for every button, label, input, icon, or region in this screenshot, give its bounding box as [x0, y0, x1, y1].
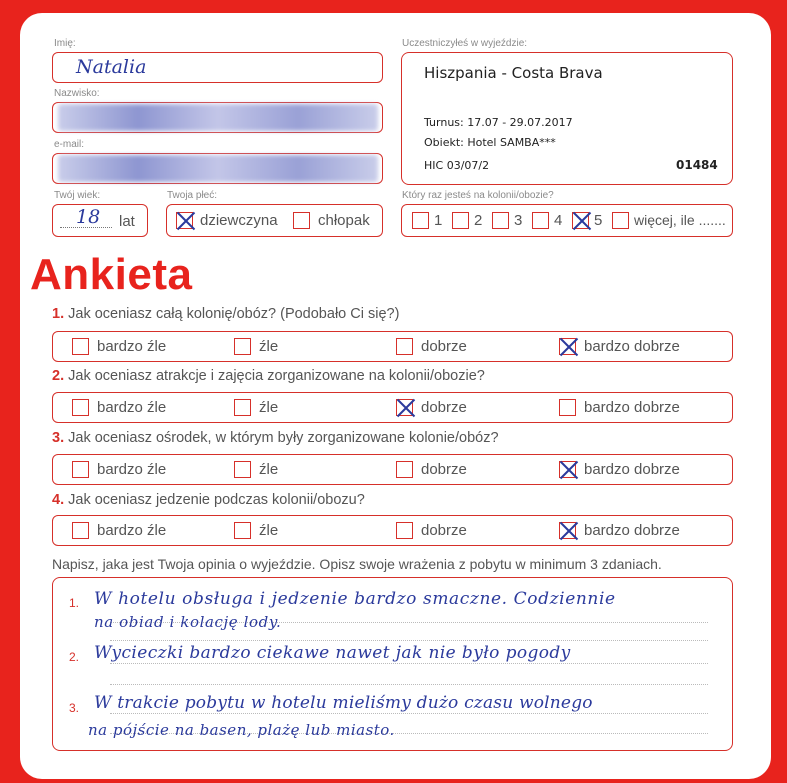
q3-option-bardzo-dobrze[interactable]	[559, 461, 576, 478]
times-2-label: 2	[474, 212, 483, 229]
times-3-checkbox[interactable]	[492, 212, 509, 229]
q2-option-label: źle	[259, 399, 279, 416]
times-3-label: 3	[514, 212, 523, 229]
q1-option-dobrze[interactable]	[396, 338, 413, 355]
name-label: Imię:	[54, 38, 76, 49]
q1-option-zle[interactable]	[234, 338, 251, 355]
times-4-label: 4	[554, 212, 563, 229]
q1-option-label: bardzo źle	[97, 338, 167, 355]
opinion-line	[110, 640, 708, 641]
q3-option-label: źle	[259, 461, 279, 478]
times-5-checkbox[interactable]	[572, 212, 589, 229]
times-1-label: 1	[434, 212, 443, 229]
question-4: 4. Jak oceniasz jedzenie podczas kolonii/obozu?	[52, 492, 365, 508]
q1-option-label: dobrze	[421, 338, 467, 355]
opinion-line-2: na obiad i kolację lody.	[94, 613, 282, 631]
gender-girl-checkbox[interactable]	[176, 212, 193, 229]
opinion-line-4: W trakcie pobytu w hotelu mieliśmy dużo czasu wolnego	[94, 693, 593, 713]
trip-code: HIC 03/07/2	[424, 159, 490, 172]
q3-option-label: bardzo źle	[97, 461, 167, 478]
q4-option-zle[interactable]	[234, 522, 251, 539]
q2-option-bardzo-dobrze[interactable]	[559, 399, 576, 416]
opinion-line	[110, 713, 708, 714]
times-more-checkbox[interactable]	[612, 212, 629, 229]
opinion-line	[110, 684, 708, 685]
question-1: 1. Jak oceniasz całą kolonię/obóz? (Podobało Ci się?)	[52, 306, 400, 322]
times-2-checkbox[interactable]	[452, 212, 469, 229]
q3-option-label: dobrze	[421, 461, 467, 478]
opinion-number-2: 2.	[69, 650, 80, 664]
times-5-label: 5	[594, 212, 603, 229]
opinion-line	[110, 663, 708, 664]
q3-option-zle[interactable]	[234, 461, 251, 478]
opinion-number-1: 1.	[69, 596, 80, 610]
times-more-label: więcej, ile .......	[634, 212, 726, 228]
opinion-line-5: na pójście na basen, plażę lub miasto.	[88, 721, 395, 739]
trip-destination: Hiszpania - Costa Brava	[424, 64, 603, 82]
q3-option-label: bardzo dobrze	[584, 461, 680, 478]
email-redacted	[58, 155, 378, 182]
q4-option-dobrze[interactable]	[396, 522, 413, 539]
q2-option-dobrze[interactable]	[396, 399, 413, 416]
q3-option-dobrze[interactable]	[396, 461, 413, 478]
trip-object: Obiekt: Hotel SAMBA***	[424, 136, 556, 149]
question-2: 2. Jak oceniasz atrakcje i zajęcia zorganizowane na kolonii/obozie?	[52, 368, 485, 384]
q4-option-label: bardzo dobrze	[584, 522, 680, 539]
opinion-number-3: 3.	[69, 701, 80, 715]
q1-option-bardzo-dobrze[interactable]	[559, 338, 576, 355]
q4-option-label: bardzo źle	[97, 522, 167, 539]
gender-girl-label: dziewczyna	[200, 212, 278, 229]
surname-redacted	[58, 104, 378, 131]
times-label: Który raz jesteś na kolonii/obozie?	[402, 190, 554, 201]
q2-option-zle[interactable]	[234, 399, 251, 416]
name-value: Natalia	[76, 56, 147, 78]
q2-option-label: bardzo dobrze	[584, 399, 680, 416]
age-value: 18	[76, 206, 101, 228]
question-3: 3. Jak oceniasz ośrodek, w którym były zorganizowane kolonie/obóz?	[52, 430, 499, 446]
surname-label: Nazwisko:	[54, 88, 100, 99]
email-label: e-mail:	[54, 139, 85, 150]
opinion-line-1: W hotelu obsługa i jedzenie bardzo smaczne. Codziennie	[94, 589, 616, 609]
opinion-prompt: Napisz, jaka jest Twoja opinia o wyjeździe. Opisz swoje wrażenia z pobytu w minimum 3 zdaniach.	[52, 556, 662, 572]
age-unit: lat	[119, 213, 135, 230]
trip-label: Uczestniczyłeś w wyjeździe:	[402, 38, 528, 49]
q4-option-bardzo-dobrze[interactable]	[559, 522, 576, 539]
q1-option-label: źle	[259, 338, 279, 355]
times-4-checkbox[interactable]	[532, 212, 549, 229]
q4-option-label: źle	[259, 522, 279, 539]
q2-option-bardzo-zle[interactable]	[72, 399, 89, 416]
gender-label: Twoja płeć:	[167, 190, 218, 201]
gender-boy-label: chłopak	[318, 212, 370, 229]
q3-option-bardzo-zle[interactable]	[72, 461, 89, 478]
opinion-line-3: Wycieczki bardzo ciekawe nawet jak nie było pogody	[94, 643, 571, 663]
q4-option-label: dobrze	[421, 522, 467, 539]
age-label: Twój wiek:	[54, 190, 101, 201]
trip-turnus: Turnus: 17.07 - 29.07.2017	[424, 116, 573, 129]
q2-option-label: bardzo źle	[97, 399, 167, 416]
times-1-checkbox[interactable]	[412, 212, 429, 229]
trip-number: 01484	[676, 158, 718, 172]
q4-option-bardzo-zle[interactable]	[72, 522, 89, 539]
gender-boy-checkbox[interactable]	[293, 212, 310, 229]
q1-option-bardzo-zle[interactable]	[72, 338, 89, 355]
q1-option-label: bardzo dobrze	[584, 338, 680, 355]
q2-option-label: dobrze	[421, 399, 467, 416]
survey-title: Ankieta	[30, 250, 193, 299]
